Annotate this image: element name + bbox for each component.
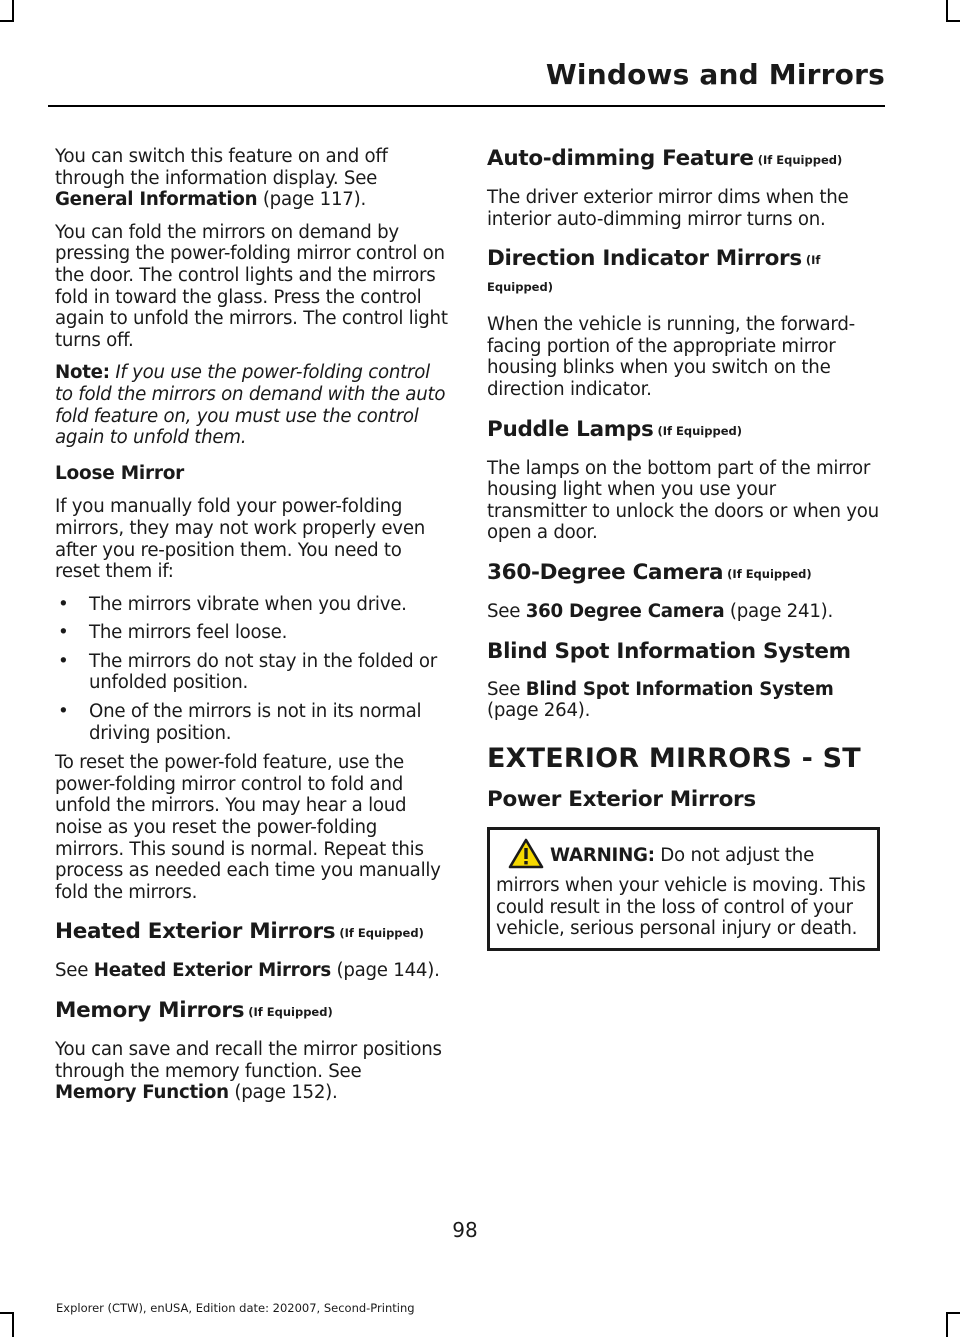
section-heading: Power Exterior Mirrors xyxy=(487,787,756,813)
list-item: • One of the mirrors is not in its normal driving position. xyxy=(58,701,422,744)
footer-edition-info: Explorer (CTW), enUSA, Edition date: 202007, Second-Printing xyxy=(56,1301,415,1315)
cross-reference-link[interactable]: Memory Function xyxy=(55,1082,229,1104)
if-equipped-tag: (If Equipped) xyxy=(339,926,424,941)
crop-mark xyxy=(12,1312,14,1337)
bullet-icon: • xyxy=(58,701,69,723)
if-equipped-tag: (If Equipped) xyxy=(248,1005,333,1019)
paragraph: To reset the power-fold feature, use the power-folding mirror control to fold and unfold the mirrors. You may hear a loud noise as you reset the power-folding mirrors. This sound is normal. Repeat this process as needed each time you manually fold the mirrors. xyxy=(55,752,441,903)
if-equipped-tag: (If Equipped) xyxy=(727,566,812,581)
note xyxy=(55,362,448,448)
crop-mark xyxy=(946,1312,948,1337)
paragraph: See Heated Exterior Mirrors (page 144). xyxy=(55,960,440,982)
section-heading: Puddle Lamps (If Equipped) xyxy=(487,416,742,442)
if-equipped-tag: (If Equipped) xyxy=(487,253,821,295)
bullet-icon: • xyxy=(58,593,69,615)
paragraph: When the vehicle is running, the forward-facing portion of the appropriate mirror housing blinks when you switch on the direction indicator. xyxy=(487,314,855,400)
page-number: 98 xyxy=(452,1218,478,1242)
note-label: Note: xyxy=(55,362,110,384)
crop-mark xyxy=(0,20,14,22)
if-equipped-tag: (If Equipped) xyxy=(657,423,742,438)
section-heading: Auto-dimming Feature (If Equipped) xyxy=(487,146,843,171)
list-item: • The mirrors do not stay in the folded or unfolded position. xyxy=(58,650,438,694)
left-column xyxy=(55,146,448,1115)
cross-reference-link[interactable]: 360 Degree Camera xyxy=(525,600,725,622)
bullet-icon: • xyxy=(58,622,69,644)
bullet-list xyxy=(55,594,448,745)
crop-mark xyxy=(946,0,948,22)
section-heading: Direction Indicator Mirrors (If Equipped) xyxy=(487,246,821,295)
warning-triangle-icon xyxy=(508,838,544,875)
subheading: Loose Mirror xyxy=(55,462,185,484)
section-heading: Heated Exterior Mirrors (If Equipped) xyxy=(55,919,424,945)
list-item: • The mirrors feel loose. xyxy=(58,622,288,644)
note-body: If you use the power-folding control to fold the mirrors on demand with the auto fold feature on, you must use the control again to unfold them. xyxy=(55,362,446,449)
crop-mark xyxy=(946,20,960,22)
section-heading: Blind Spot Information System xyxy=(487,638,851,664)
if-equipped-tag: (If Equipped) xyxy=(757,153,843,167)
page-title: Windows and Mirrors xyxy=(545,58,885,91)
paragraph: See 360 Degree Camera (page 241). xyxy=(487,600,834,622)
warning-label: WARNING: xyxy=(550,845,655,867)
cross-reference-link[interactable]: Blind Spot Information System xyxy=(525,678,834,700)
header-divider xyxy=(48,105,885,107)
warning-box xyxy=(487,827,880,950)
paragraph: See Blind Spot Information System (page 264). xyxy=(487,678,834,722)
cross-reference-link[interactable]: General Information xyxy=(55,189,258,211)
paragraph: If you manually fold your power-folding mirrors, they may not work properly even after you re-position them. You need to reset them if: xyxy=(55,496,426,583)
paragraph: You can switch this feature on and off through the information display. See General Information (page 117). xyxy=(55,146,388,211)
crop-mark xyxy=(12,0,14,22)
cross-reference-link[interactable]: Heated Exterior Mirrors xyxy=(93,960,331,982)
list-item: • The mirrors vibrate when you drive. xyxy=(58,593,407,615)
paragraph: You can fold the mirrors on demand by pressing the power-folding mirror control on the door. The control lights and the mirrors fold in toward the glass. Press the control again to unfold the mirrors. The control light turns off. xyxy=(55,221,448,351)
bullet-icon: • xyxy=(58,650,69,672)
warning-text: Do not adjust the mirrors when your vehicle is moving. This could result in the loss of control of your vehicle, serious personal injury or death. xyxy=(496,845,866,940)
section-heading: 360-Degree Camera (If Equipped) xyxy=(487,559,812,585)
crop-mark xyxy=(946,1312,960,1314)
right-column xyxy=(487,146,880,951)
crop-mark xyxy=(0,1312,14,1314)
chapter-heading: EXTERIOR MIRRORS - ST xyxy=(487,742,861,774)
paragraph: The driver exterior mirror dims when the interior auto-dimming mirror turns on. xyxy=(487,187,849,230)
paragraph: You can save and recall the mirror positions through the memory function. See Memory Function (page 152). xyxy=(55,1039,442,1104)
paragraph: The lamps on the bottom part of the mirror housing light when you use your transmitter to unlock the doors or when you open a door. xyxy=(487,457,879,544)
section-heading: Memory Mirrors (If Equipped) xyxy=(55,998,333,1023)
